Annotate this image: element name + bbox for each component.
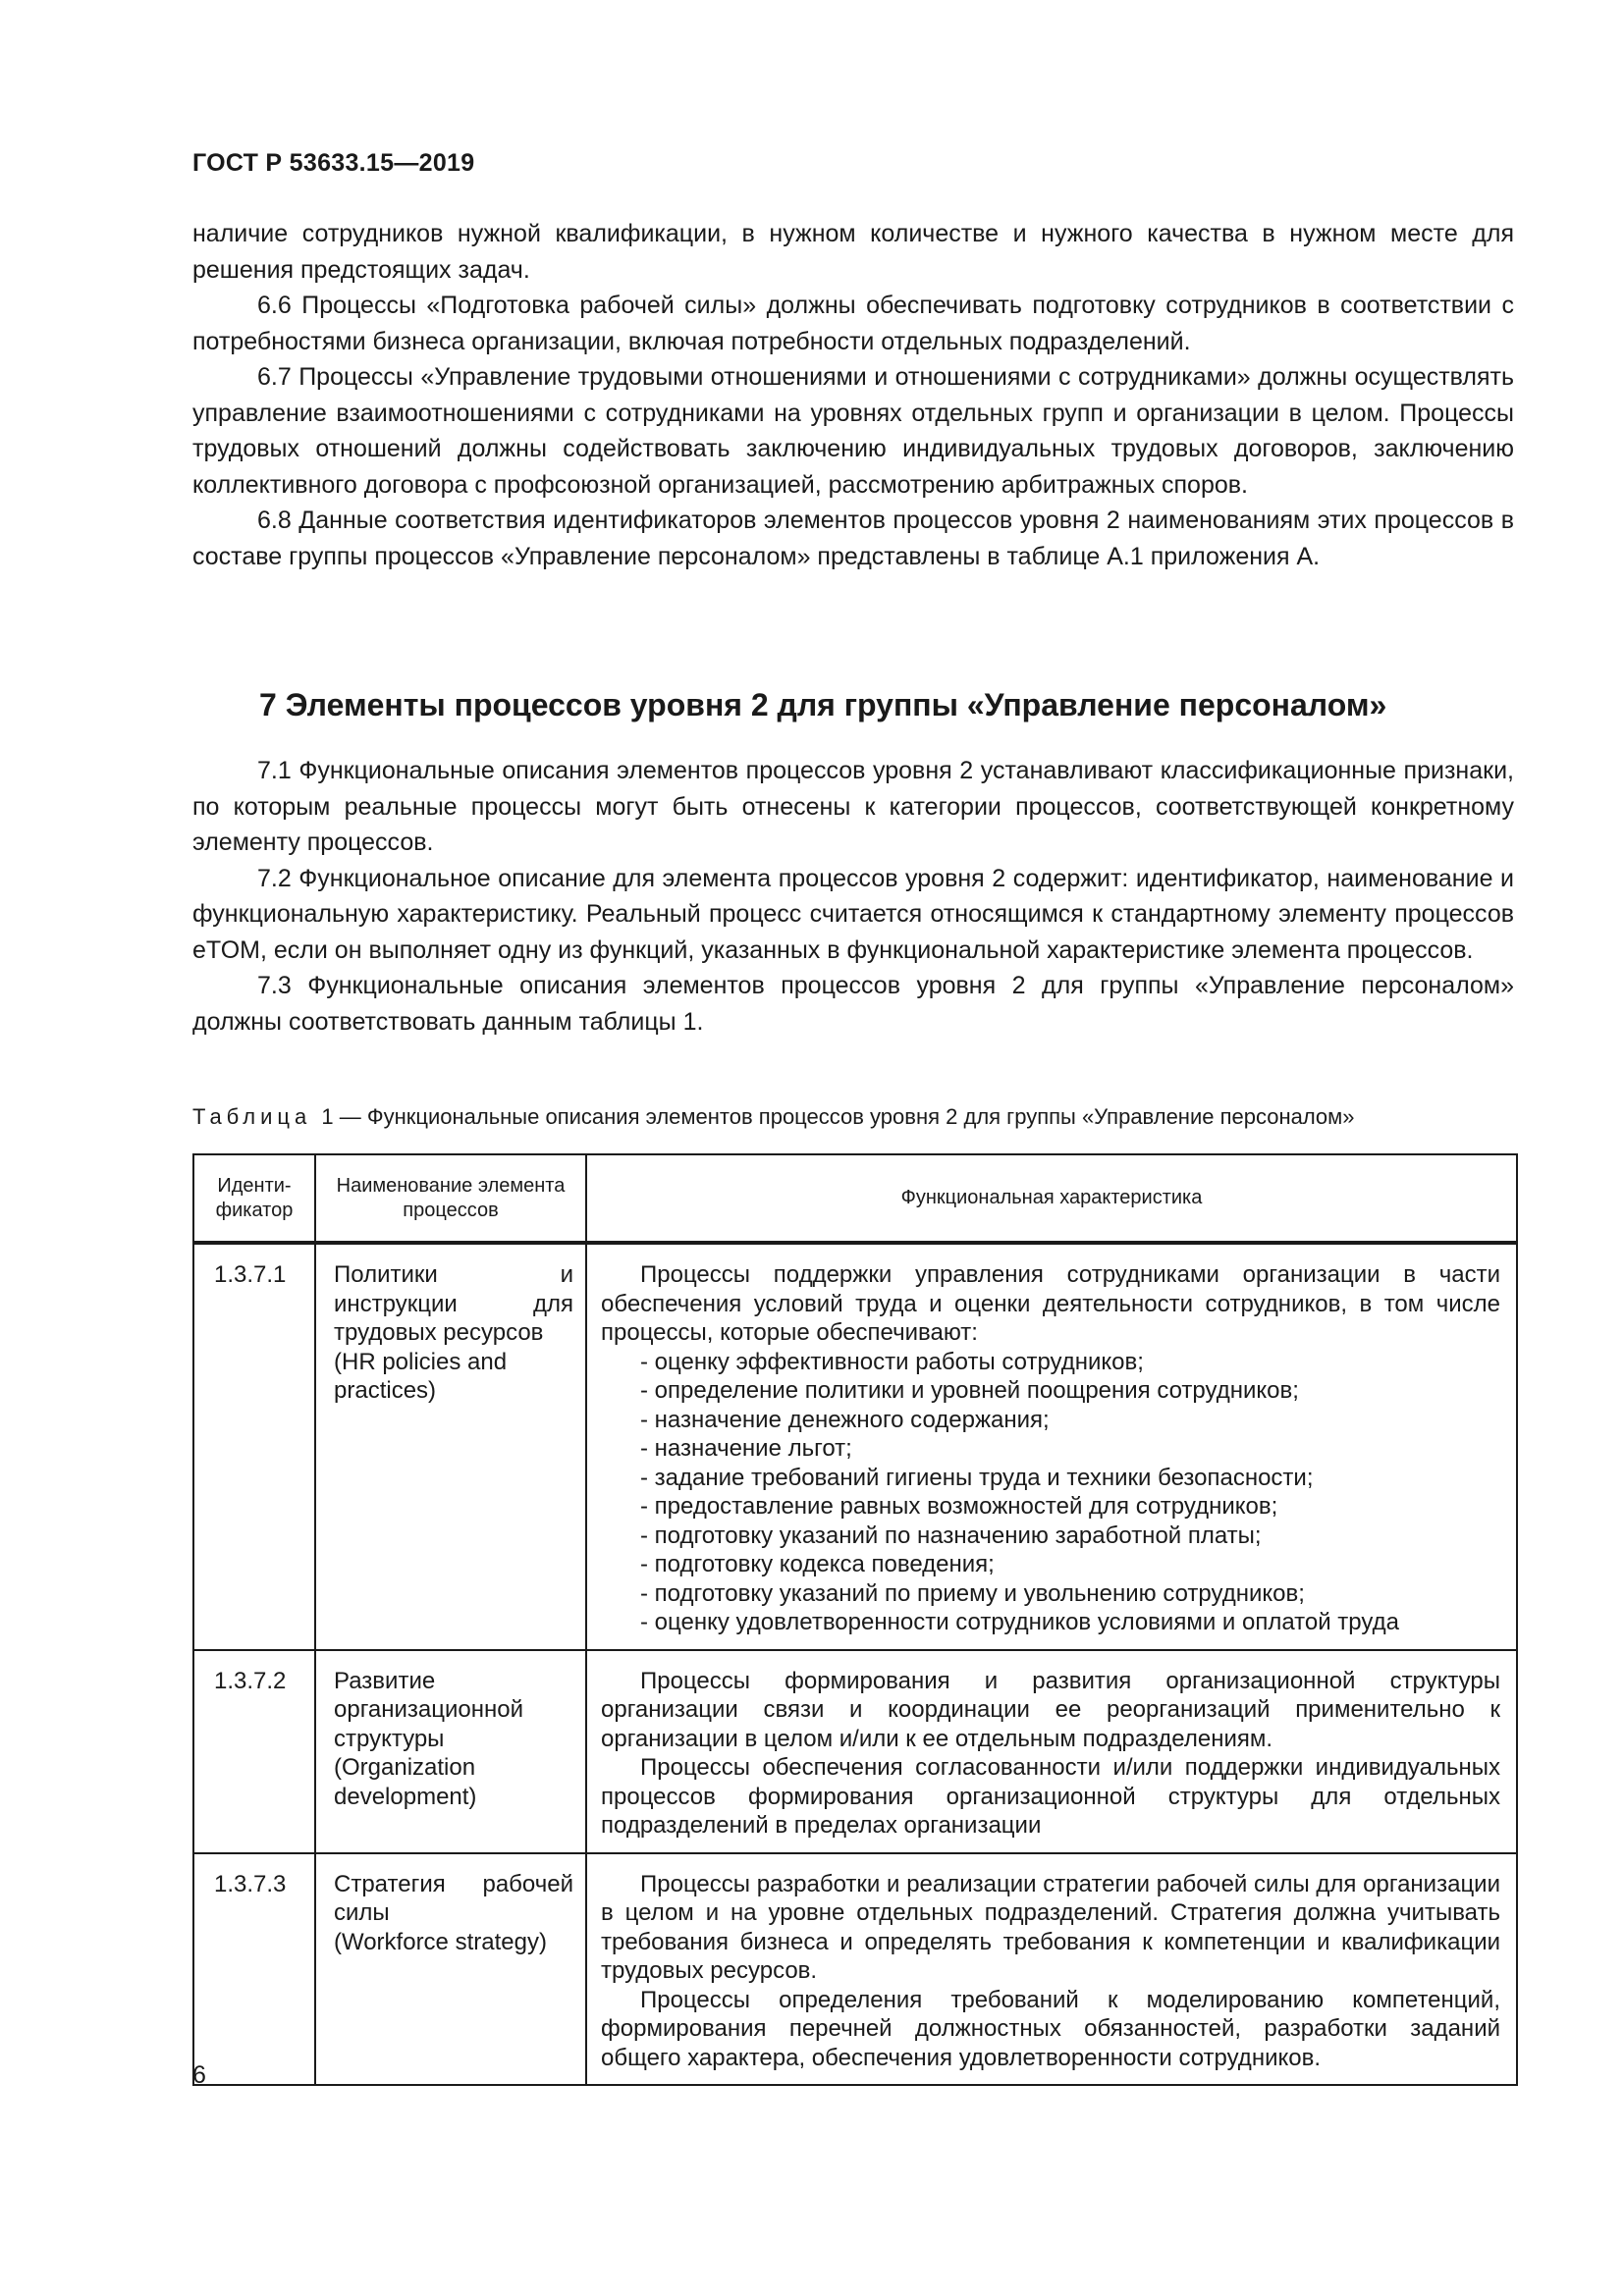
row-name xyxy=(315,1853,586,2086)
paragraph: 7.1 Функциональные описания элементов процессов уровня 2 устанавливают классификационные признаки, по которым реальные процессы могут быть отнесены к категории процессов, соответствующей конкретному элементу процессов. xyxy=(192,757,1514,856)
paragraph: 6.6 Процессы «Подготовка рабочей силы» должны обеспечивать подготовку сотрудников в соответствии с потребностями бизнеса организации, включая потребности отдельных подразделений. xyxy=(192,292,1514,355)
table-caption-text: 1 — Функциональные описания элементов процессов уровня 2 для группы «Управление персоналом» xyxy=(321,1104,1355,1129)
description-paragraph: Процессы обеспечения согласованности и/или поддержки индивидуальных процессов формирования организационной структуры для отдельных подразделений в пределах организации xyxy=(601,1754,1500,1839)
body-text-section xyxy=(192,753,1514,1040)
description-intro: Процессы поддержки управления сотрудниками организации в части обеспечения условий труда и оценки деятельности сотрудников, в том числе процессы, которые обеспечивают: xyxy=(601,1261,1500,1346)
document-code: ГОСТ Р 53633.15—2019 xyxy=(192,149,475,177)
description-list-item: - предоставление равных возможностей для сотрудников; xyxy=(640,1493,1278,1520)
section-heading: 7 Элементы процессов уровня 2 для группы «Управление персоналом» xyxy=(259,687,1387,722)
description-list-item: - назначение льгот; xyxy=(640,1435,852,1462)
row-description xyxy=(586,1650,1517,1853)
body-text-top xyxy=(192,216,1514,574)
table-row xyxy=(193,1853,1517,2086)
row-name xyxy=(315,1243,586,1650)
description-list-item: - подготовку указаний по назначению заработной платы; xyxy=(640,1522,1262,1549)
paragraph: 7.2 Функциональное описание для элемента процессов уровня 2 содержит: идентификатор, наименование и функциональную характеристику. Реальный процесс считается относящимся к стандартному элементу процессов eTOM, если он выполняет одну из функций, указанных в функциональной характеристике элемента процессов. xyxy=(192,864,1514,964)
header-name: Наименование элемента процессов xyxy=(315,1154,586,1243)
paragraph: 6.8 Данные соответствия идентификаторов элементов процессов уровня 2 наименованиям этих процессов в составе группы процессов «Управление персоналом» представлены в таблице А.1 приложения А. xyxy=(192,507,1514,570)
description-paragraph: Процессы формирования и развития организационной структуры организации связи и координации ее реорганизаций применительно к организации в целом и/или к ее отдельным подразделениям. xyxy=(601,1667,1500,1752)
row-name-ru: Стратегия рабочей силы xyxy=(334,1870,573,1926)
table-row xyxy=(193,1243,1517,1650)
description-list-item: - подготовку кодекса поведения; xyxy=(640,1551,995,1577)
row-name xyxy=(315,1650,586,1853)
row-name-en: (Organization development) xyxy=(334,1754,477,1810)
table-caption xyxy=(192,1104,1355,1130)
paragraph: 7.3 Функциональные описания элементов процессов уровня 2 для группы «Управление персоналом» должны соответствовать данным таблицы 1. xyxy=(192,972,1514,1036)
row-name-ru: Развитие организационной структуры xyxy=(334,1667,524,1752)
paragraph: наличие сотрудников нужной квалификации, в нужном количестве и нужного качества в нужном месте для решения предстоящих задач. xyxy=(192,220,1514,284)
description-paragraph: Процессы определения требований к моделированию компетенций, формирования перечней должностных обязанностей, разработки заданий общего характера, обеспечения удовлетворенности сотрудников. xyxy=(601,1986,1500,2071)
header-id: Иденти-фикатор xyxy=(193,1154,315,1243)
row-id: 1.3.7.3 xyxy=(193,1853,315,2086)
row-name-ru: Политики и инструкции для трудовых ресурсов xyxy=(334,1261,573,1346)
description-list-item: - подготовку указаний по приему и увольнению сотрудников; xyxy=(640,1579,1305,1607)
header-desc: Функциональная характеристика xyxy=(586,1154,1517,1243)
row-name-en: (HR policies and practices) xyxy=(334,1348,508,1404)
description-list-item: - оценку удовлетворенности сотрудников условиями и оплатой труда xyxy=(640,1609,1399,1635)
table-row xyxy=(193,1650,1517,1853)
paragraph: 6.7 Процессы «Управление трудовыми отношениями и отношениями с сотрудниками» должны осуществлять управление взаимоотношениями с сотрудниками на уровнях отдельных групп и организации в целом. Процессы трудовых отношений должны содействовать заключению индивидуальных трудовых договоров, заключению коллективного договора с профсоюзной организацией, рассмотрению арбитражных споров. xyxy=(192,363,1514,499)
description-list-item: - оценку эффективности работы сотрудников; xyxy=(640,1348,1144,1375)
row-name-en: (Workforce strategy) xyxy=(334,1928,547,1955)
row-id: 1.3.7.1 xyxy=(193,1243,315,1650)
page-number: 6 xyxy=(192,2061,206,2089)
row-description xyxy=(586,1243,1517,1650)
description-list-item: - определение политики и уровней поощрения сотрудников; xyxy=(640,1377,1299,1404)
description-list-item: - задание требований гигиены труда и техники безопасности; xyxy=(640,1464,1314,1491)
functional-descriptions-table xyxy=(192,1153,1518,2086)
description-list-item: - назначение денежного содержания; xyxy=(640,1406,1050,1433)
table-caption-label: Таблица xyxy=(192,1104,312,1129)
row-description xyxy=(586,1853,1517,2086)
description-paragraph: Процессы разработки и реализации стратегии рабочей силы для организации в целом и на уровне отдельных подразделений. Стратегия должна учитывать требования бизнеса и определять требования к компетенции и квалификации трудовых ресурсов. xyxy=(601,1870,1500,1984)
table-header-row xyxy=(193,1154,1517,1243)
row-id: 1.3.7.2 xyxy=(193,1650,315,1853)
